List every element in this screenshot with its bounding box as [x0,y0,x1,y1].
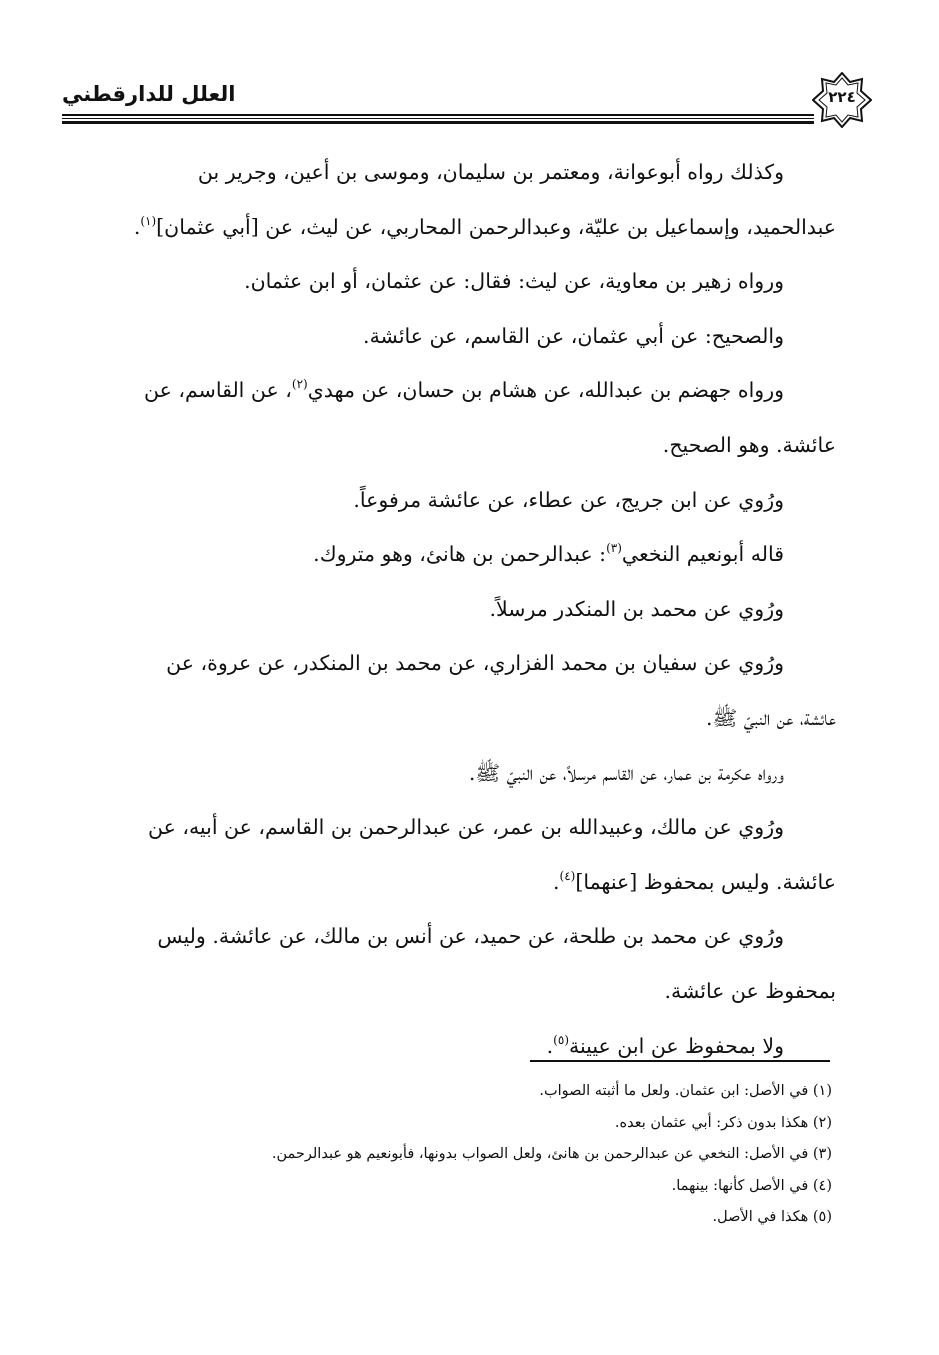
text-line [62,691,836,746]
text-line [62,909,836,964]
text-line [62,855,836,910]
page-number: ٢٢٤ [828,88,856,106]
header-rule [62,121,814,124]
text-line-content: عائشة، عن النبيّ ﷺ. [705,705,836,730]
page-number-badge [812,72,872,128]
footnote: (٢) هكذا بدون ذكر: أبي عثمان بعده. [614,1114,832,1131]
text-line-content: والصحيح: عن أبي عثمان، عن القاسم، عن عائشة. [363,323,784,348]
text-line-tail: . [133,214,141,239]
footnote: (٣) في الأصل: النخعي عن عبدالرحمن بن هانئ، ولعل الصواب بدونها، فأبونعيم هو عبدالرحمن. [271,1146,832,1162]
footnote-ref: (٢) [291,377,308,392]
footnote: (٤) في الأصل كأنها: بينهما. [671,1177,832,1194]
text-line-content: ورُوي عن محمد بن طلحة، عن حميد، عن أنس بن مالك، عن عائشة. وليس [157,924,784,949]
footnote-ref: (٥) [553,1032,569,1047]
text-line [62,964,836,1019]
text-line-content: ورُوي عن سفيان بن محمد الفزاري، عن محمد بن المنكدر، عن عروة، عن [166,651,784,676]
text-line [62,418,836,473]
text-line-content: ورُوي عن ابن جريج، عن عطاء، عن عائشة مرفوعاً. [353,487,784,512]
header-rule [62,118,814,119]
text-line-tail: ، عن القاسم، عن [144,378,292,403]
footnote-ref: (٣) [606,541,622,556]
text-line [62,746,836,801]
text-line [62,473,836,528]
text-line-content: عائشة. وهو الصحيح. [662,432,836,457]
text-line-content: ولا بمحفوظ عن ابن عيينة [569,1033,784,1058]
header-rule [62,114,814,116]
text-line-content: ورواه جهضم بن عبدالله، عن هشام بن حسان، عن مهدي [307,378,784,403]
footnotes [100,1076,832,1234]
text-line [62,527,836,582]
text-line [62,254,836,309]
footnote-ref: (٤) [559,868,576,883]
text-line-content: عبدالحميد، وإسماعيل بن عليّة، وعبدالرحمن المحاربي، عن ليث، عن [أبي عثمان] [156,214,836,239]
text-line-content: ورُوي عن محمد بن المنكدر مرسلاً. [489,596,784,621]
text-line-content: ورواه زهير بن معاوية، عن ليث: فقال: عن عثمان، أو ابن عثمان. [244,269,784,294]
text-line-content: عائشة. وليس بمحفوظ [عنهما] [575,869,836,894]
text-line-tail: : عبدالرحمن بن هانئ، وهو متروك. [313,542,607,567]
text-line [62,309,836,364]
text-line [62,145,836,200]
text-line-content: وكذلك رواه أبوعوانة، ومعتمر بن سليمان، وموسى بن أعين، وجرير بن [197,160,784,184]
footnote: (١) في الأصل: ابن عثمان. ولعل ما أثبته الصواب. [539,1083,832,1099]
text-line [62,582,836,637]
text-line-content: ورواه عكرمة بن عمار، عن القاسم مرسلاً، عن النبيّ ﷺ. [468,760,784,785]
text-line-content: قاله أبونعيم النخعي [621,542,784,567]
footnote: (٥) هكذا في الأصل. [712,1209,832,1225]
text-line [62,800,836,855]
footnote-separator [530,1060,830,1062]
text-line-content: ورُوي عن مالك، وعبيدالله بن عمر، عن عبدالرحمن بن القاسم، عن أبيه، عن [147,815,784,840]
text-line-tail: . [552,869,560,894]
text-line [62,363,836,418]
text-line [62,636,836,691]
main-text [62,145,836,1073]
text-line [62,200,836,255]
text-line-tail: . [546,1033,554,1058]
text-line-content: بمحفوظ عن عائشة. [664,978,836,1003]
book-title: العلل للدارقطني [62,82,236,106]
footnote-ref: (١) [140,213,157,228]
page-header [62,72,872,128]
text-line [62,1019,836,1074]
